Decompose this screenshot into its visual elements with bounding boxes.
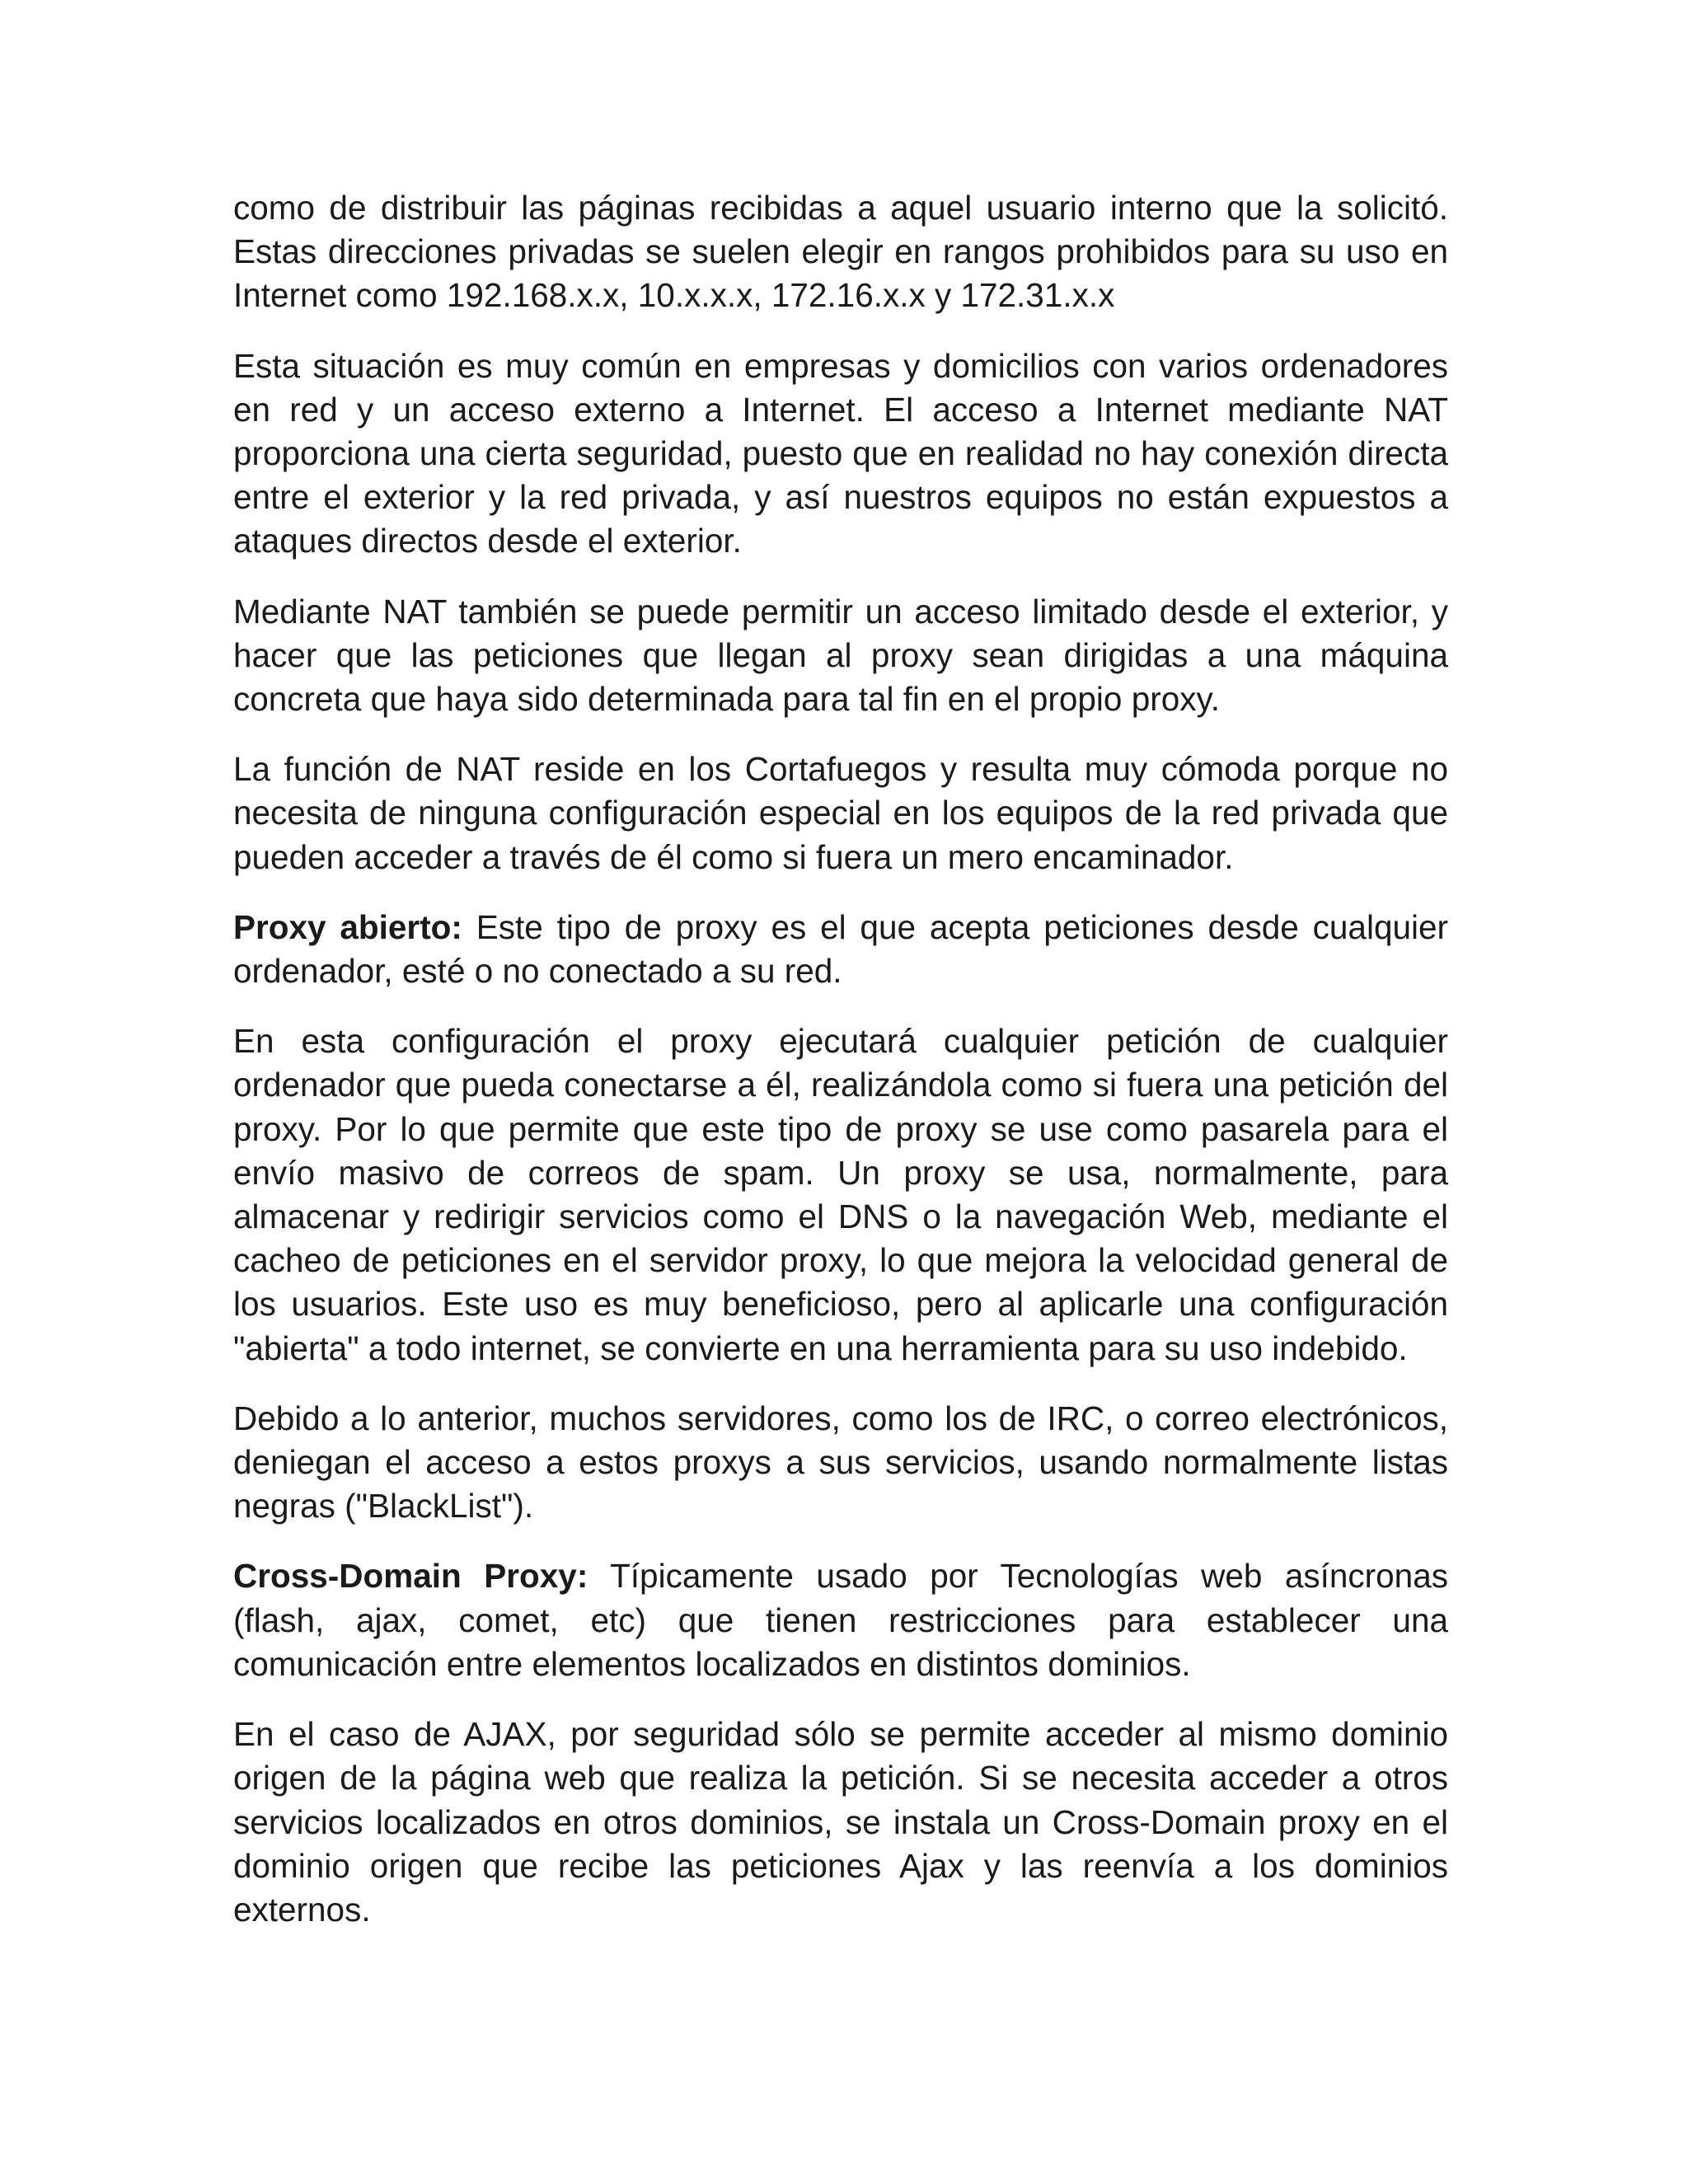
paragraph-ajax <box>233 1713 1448 1932</box>
paragraph-text: En esta configuración el proxy ejecutará cualquier petición de cualquier ordenador que pueda conectarse a él, realizándola como si fuera una petición del proxy. Por lo que permite que este tipo de proxy se use como pasarela para el envío masivo de correos de spam. Un proxy se usa, normalmente, para almacenar y redirigir servicios como el DNS o la navegación Web, mediante el cacheo de peticiones en el servidor proxy, lo que mejora la velocidad general de los usuarios. Este uso es muy beneficioso, pero al aplicarle una configuración "abierta" a todo internet, se convierte en una herramienta para su uso indebido. <box>233 1022 1448 1367</box>
paragraph-open-proxy <box>233 906 1448 993</box>
paragraph-open-proxy-configuration <box>233 1019 1448 1371</box>
paragraph-blacklist <box>233 1397 1448 1529</box>
paragraph-text: Típicamente usado por Tecnologías web asíncronas (flash, ajax, comet, etc) que tienen restricciones para establecer una comunicación entre elementos localizados en distintos dominios. <box>233 1557 1448 1683</box>
paragraph-nat-security <box>233 344 1448 564</box>
paragraph-nat-limited-access <box>233 590 1448 722</box>
paragraph-text: como de distribuir las páginas recibidas a aquel usuario interno que la solicitó. Estas direcciones privadas se suelen elegir en rangos prohibidos para su uso en Internet como 192.168.x.x, 10.x.x.x, 172.16.x.x y 172.31.x.x <box>233 189 1448 315</box>
paragraph-text: Debido a lo anterior, muchos servidores, como los de IRC, o correo electrónicos, deniegan el acceso a estos proxys a sus servicios, usando normalmente listas negras ("BlackList"). <box>233 1399 1448 1526</box>
term-open-proxy: Proxy abierto: <box>233 907 462 946</box>
document-page <box>233 186 1448 1958</box>
paragraph-text: Esta situación es muy común en empresas y domicilios con varios ordenadores en red y un acceso externo a Internet. El acceso a Internet mediante NAT proporciona una cierta seguridad, puesto que en realidad no hay conexión directa entre el exterior y la red privada, y así nuestros equipos no están expuestos a ataques directos desde el exterior. <box>233 346 1448 560</box>
paragraph-text: Mediante NAT también se puede permitir un acceso limitado desde el exterior, y hacer que las peticiones que llegan al proxy sean dirigidas a una máquina concreta que haya sido determinada para tal fin en el propio proxy. <box>233 592 1448 719</box>
term-cross-domain-proxy: Cross-Domain Proxy: <box>233 1557 588 1596</box>
paragraph-nat-firewall <box>233 748 1448 879</box>
paragraph-text: La función de NAT reside en los Cortafuegos y resulta muy cómoda porque no necesita de ninguna configuración especial en los equipos de la red privada que pueden acceder a través de él como si fuera un mero encaminador. <box>233 750 1448 876</box>
paragraph-private-addresses <box>233 186 1448 318</box>
paragraph-text: Este tipo de proxy es el que acepta peticiones desde cualquier ordenador, esté o no conectado a su red. <box>233 907 1448 991</box>
paragraph-text: En el caso de AJAX, por seguridad sólo se permite acceder al mismo dominio origen de la página web que realiza la petición. Si se necesita acceder a otros servicios localizados en otros dominios, se instala un Cross-Domain proxy en el dominio origen que recibe las peticiones Ajax y las reenvía a los dominios externos. <box>233 1715 1448 1929</box>
paragraph-cross-domain-proxy <box>233 1554 1448 1686</box>
